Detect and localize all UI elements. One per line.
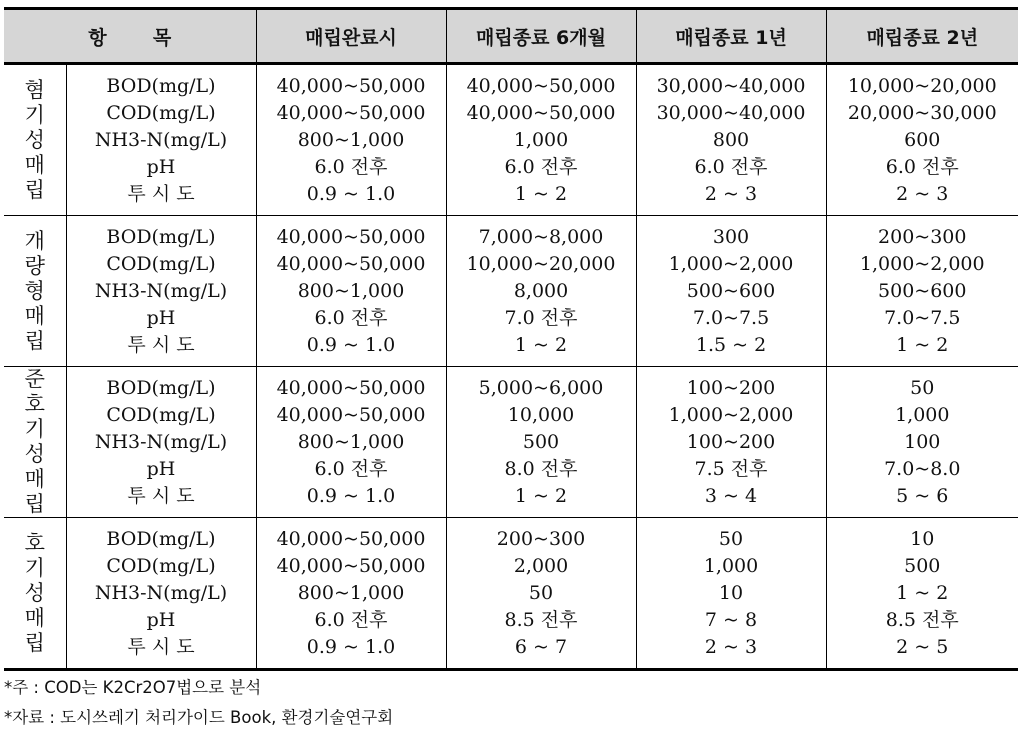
- value-cell: 7.0~8.0: [884, 457, 961, 480]
- value-cell: 100: [904, 430, 941, 453]
- value-cell: 6.0 전후: [504, 155, 578, 178]
- header-item: 항 목: [4, 9, 256, 64]
- header-after-6-months: 매립종료 6개월: [446, 9, 636, 64]
- value-cell: 8.0 전후: [504, 457, 578, 480]
- value-cell: 0.9 ~ 1.0: [306, 333, 396, 356]
- item-nh3n: NH3-N(mg/L): [94, 430, 228, 453]
- value-cell: 8,000: [513, 279, 569, 302]
- item-list: [66, 216, 256, 367]
- value-cell: 10: [718, 581, 744, 604]
- values-after-2-years: [826, 367, 1018, 518]
- value-cell: 800: [712, 128, 750, 151]
- header-row: [4, 9, 1018, 64]
- value-cell: 300: [712, 225, 750, 248]
- item-bod: BOD(mg/L): [106, 225, 216, 248]
- value-cell: 10,000~20,000: [847, 74, 997, 97]
- value-cell: 8.5 전후: [504, 608, 578, 631]
- values-after-1-year: [636, 518, 826, 670]
- values-at-completion: [256, 216, 446, 367]
- item-cod: COD(mg/L): [106, 554, 216, 577]
- value-cell: 6.0 전후: [885, 155, 959, 178]
- item-transparency: 투 시 도: [127, 182, 195, 205]
- group-anaerobic: [4, 64, 1018, 216]
- value-cell: 7.0 전후: [504, 306, 578, 329]
- category-cell: [4, 367, 66, 518]
- value-cell: 2 ~ 3: [704, 182, 758, 205]
- item-bod: BOD(mg/L): [106, 376, 216, 399]
- values-at-completion: [256, 518, 446, 670]
- document: [4, 7, 1018, 733]
- value-cell: 10: [910, 527, 935, 550]
- item-nh3n: NH3-N(mg/L): [94, 581, 228, 604]
- value-cell: 7,000~8,000: [478, 225, 604, 248]
- value-cell: 2 ~ 3: [704, 635, 758, 658]
- value-cell: 1.5 ~ 2: [695, 333, 767, 356]
- values-after-1-year: [636, 216, 826, 367]
- value-cell: 40,000~50,000: [276, 376, 426, 399]
- value-cell: 500~600: [878, 279, 967, 302]
- value-cell: 1 ~ 2: [896, 581, 949, 604]
- value-cell: 6.0 전후: [314, 306, 388, 329]
- value-cell: 0.9 ~ 1.0: [306, 484, 396, 507]
- value-cell: 500~600: [686, 279, 776, 302]
- header-after-1-year: 매립종료 1년: [636, 9, 826, 64]
- item-ph: pH: [146, 155, 176, 178]
- values-after-1-year: [636, 64, 826, 216]
- values-after-6-months: [446, 367, 636, 518]
- value-cell: 7.0~7.5: [692, 306, 770, 329]
- value-cell: 600: [904, 128, 941, 151]
- value-cell: 10,000~20,000: [466, 252, 616, 275]
- footnote-cod-method: *주 : COD는 K2Cr2O7법으로 분석: [4, 678, 262, 697]
- value-cell: 30,000~40,000: [656, 101, 806, 124]
- value-cell: 40,000~50,000: [466, 74, 616, 97]
- item-cod: COD(mg/L): [106, 101, 216, 124]
- header-after-2-years: 매립종료 2년: [826, 9, 1018, 64]
- category-label: 개량형매립: [24, 228, 45, 353]
- value-cell: 6.0 전후: [694, 155, 768, 178]
- category-cell: [4, 216, 66, 367]
- footnotes: [4, 673, 1018, 733]
- values-after-2-years: [826, 216, 1018, 367]
- value-cell: 1,000~2,000: [668, 252, 794, 275]
- category-label: 혐기성매립: [24, 77, 45, 202]
- value-cell: 40,000~50,000: [466, 101, 616, 124]
- item-transparency: 투 시 도: [127, 333, 195, 356]
- value-cell: 800~1,000: [297, 430, 405, 453]
- value-cell: 500: [904, 554, 941, 577]
- value-cell: 1,000: [703, 554, 759, 577]
- value-cell: 0.9 ~ 1.0: [306, 635, 396, 658]
- value-cell: 6.0 전후: [314, 457, 388, 480]
- item-bod: BOD(mg/L): [106, 74, 216, 97]
- item-ph: pH: [146, 306, 176, 329]
- item-transparency: 투 시 도: [127, 484, 195, 507]
- value-cell: 50: [528, 581, 554, 604]
- value-cell: 20,000~30,000: [847, 101, 997, 124]
- value-cell: 800~1,000: [297, 128, 405, 151]
- value-cell: 2,000: [513, 554, 569, 577]
- item-list: [66, 518, 256, 670]
- value-cell: 30,000~40,000: [656, 74, 806, 97]
- item-bod: BOD(mg/L): [106, 527, 216, 550]
- category-cell: [4, 518, 66, 670]
- value-cell: 50: [910, 376, 935, 399]
- values-after-2-years: [826, 518, 1018, 670]
- value-cell: 800~1,000: [297, 279, 405, 302]
- value-cell: 8.5 전후: [885, 608, 959, 631]
- value-cell: 10,000: [507, 403, 575, 426]
- values-after-1-year: [636, 367, 826, 518]
- value-cell: 3 ~ 4: [704, 484, 758, 507]
- value-cell: 40,000~50,000: [276, 101, 426, 124]
- value-cell: 40,000~50,000: [276, 225, 426, 248]
- item-nh3n: NH3-N(mg/L): [94, 128, 228, 151]
- value-cell: 100~200: [686, 430, 776, 453]
- value-cell: 50: [718, 527, 744, 550]
- value-cell: 5 ~ 6: [896, 484, 949, 507]
- leachate-quality-table: [4, 7, 1018, 671]
- item-list: [66, 64, 256, 216]
- item-cod: COD(mg/L): [106, 252, 216, 275]
- value-cell: 6.0 전후: [314, 155, 388, 178]
- value-cell: 100~200: [686, 376, 776, 399]
- value-cell: 0.9 ~ 1.0: [306, 182, 396, 205]
- value-cell: 40,000~50,000: [276, 554, 426, 577]
- value-cell: 1 ~ 2: [896, 333, 949, 356]
- values-after-6-months: [446, 216, 636, 367]
- values-after-2-years: [826, 64, 1018, 216]
- value-cell: 2 ~ 3: [896, 182, 949, 205]
- item-cod: COD(mg/L): [106, 403, 216, 426]
- item-transparency: 투 시 도: [127, 635, 195, 658]
- value-cell: 7.5 전후: [694, 457, 768, 480]
- value-cell: 7 ~ 8: [704, 608, 758, 631]
- value-cell: 800~1,000: [297, 581, 405, 604]
- value-cell: 500: [522, 430, 560, 453]
- category-cell: [4, 64, 66, 216]
- value-cell: 40,000~50,000: [276, 252, 426, 275]
- value-cell: 1 ~ 2: [514, 484, 568, 507]
- footnote-source: *자료 : 도시쓰레기 처리가이드 Book, 환경기술연구회: [4, 708, 394, 727]
- values-at-completion: [256, 367, 446, 518]
- value-cell: 1,000~2,000: [859, 252, 985, 275]
- item-ph: pH: [146, 608, 176, 631]
- value-cell: 40,000~50,000: [276, 527, 426, 550]
- value-cell: 40,000~50,000: [276, 403, 426, 426]
- category-label: 호기성매립: [24, 530, 45, 655]
- values-after-6-months: [446, 64, 636, 216]
- value-cell: 1,000~2,000: [668, 403, 794, 426]
- value-cell: 6.0 전후: [314, 608, 388, 631]
- header-at-completion: 매립완료시: [256, 9, 446, 64]
- value-cell: 5,000~6,000: [478, 376, 604, 399]
- values-at-completion: [256, 64, 446, 216]
- value-cell: 40,000~50,000: [276, 74, 426, 97]
- group-semi-aerobic: [4, 367, 1018, 518]
- item-nh3n: NH3-N(mg/L): [94, 279, 228, 302]
- group-aerobic: [4, 518, 1018, 670]
- value-cell: 2 ~ 5: [896, 635, 949, 658]
- value-cell: 1,000: [513, 128, 569, 151]
- value-cell: 7.0~7.5: [884, 306, 961, 329]
- item-ph: pH: [146, 457, 176, 480]
- value-cell: 1,000: [895, 403, 950, 426]
- value-cell: 1 ~ 2: [514, 333, 568, 356]
- value-cell: 1 ~ 2: [514, 182, 568, 205]
- value-cell: 200~300: [878, 225, 967, 248]
- value-cell: 6 ~ 7: [514, 635, 568, 658]
- item-list: [66, 367, 256, 518]
- values-after-6-months: [446, 518, 636, 670]
- value-cell: 200~300: [496, 527, 586, 550]
- category-label: 준호기성매립: [24, 367, 45, 516]
- group-improved: [4, 216, 1018, 367]
